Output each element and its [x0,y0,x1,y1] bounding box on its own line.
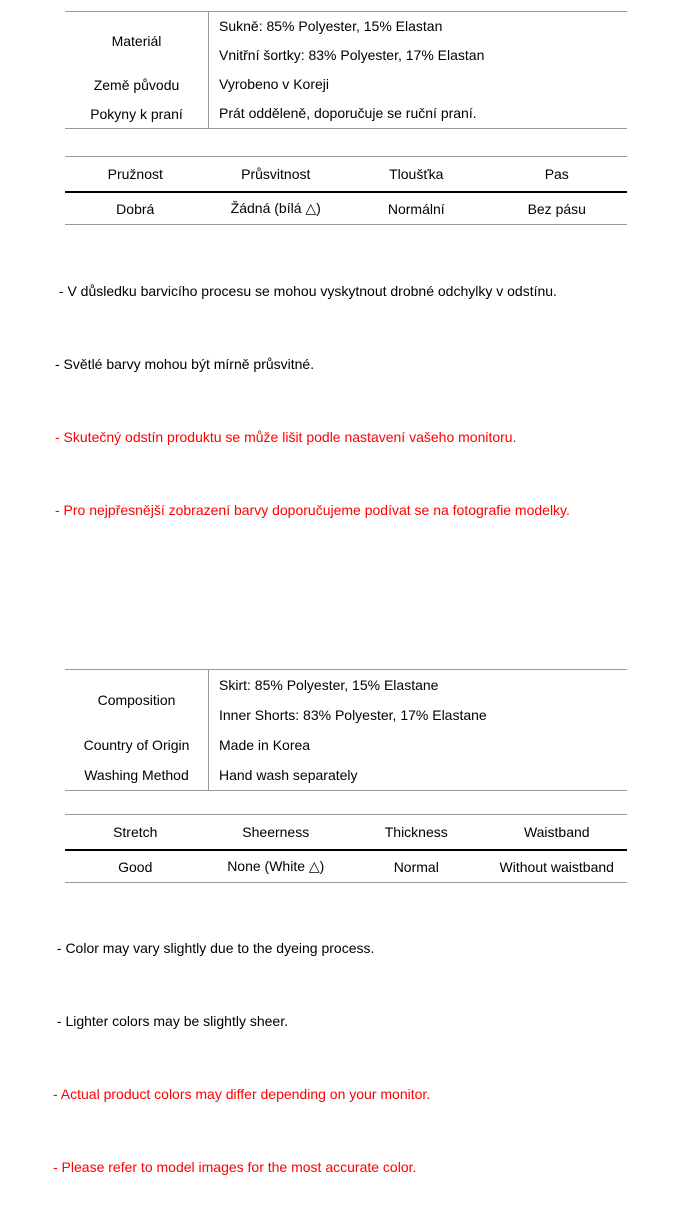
attr-header-thickness: Thickness [346,815,487,851]
spec-value-composition [209,670,628,731]
notes-czech [55,251,700,575]
attr-value-row [65,192,627,225]
spec-value-line: Vyrobeno v Koreji [219,76,329,92]
attr-value-thickness: Normální [387,200,445,217]
spec-value-washing [209,760,628,791]
attr-header-row [65,157,627,193]
spec-label-origin: Country of Origin [65,730,209,760]
attr-value-stretch: Dobrá [116,200,155,217]
attr-header-row [65,815,627,851]
spec-row-washing [65,760,627,791]
spec-row-washing [65,99,627,129]
attribute-table-english [65,814,627,883]
spec-value-material [209,12,628,71]
spec-label-composition: Composition [65,670,209,731]
spec-table-english [65,669,627,791]
note-line: - Actual product colors may differ depending on your monitor. [53,1086,431,1102]
spec-value-line: Hand wash separately [219,767,358,783]
note-line: - V důsledku barvicího procesu se mohou vyskytnout drobné odchylky v odstínu. [55,283,557,299]
spec-label-washing: Pokyny k praní [65,99,209,129]
spec-value-origin [209,730,628,760]
notes-english [53,908,700,1232]
attr-value-waistband: Without waistband [499,858,614,875]
spec-label-origin: Země původu [65,70,209,99]
section-english [0,669,700,1232]
attr-header-sheerness: Sheerness [206,815,347,851]
product-info-page [0,11,700,1175]
attr-value-waistband: Bez pásu [527,200,586,217]
attr-value-row [65,850,627,883]
attr-header-waistband: Pas [487,157,628,193]
spec-value-line: Vnitřní šortky: 83% Polyester, 17% Elastan [219,47,485,63]
attr-value-thickness: Normal [393,858,439,875]
spec-value-line: Inner Shorts: 83% Polyester, 17% Elastane [219,707,487,723]
note-line: - Světlé barvy mohou být mírně průsvitné. [55,356,315,372]
spec-row-origin [65,70,627,99]
note-line: - Color may vary slightly due to the dyeing process. [53,940,375,956]
note-line: - Lighter colors may be slightly sheer. [53,1013,288,1029]
spec-value-origin [209,70,628,99]
attr-header-waistband: Waistband [487,815,628,851]
spec-value-washing [209,99,628,129]
spec-value-line: Sukně: 85% Polyester, 15% Elastan [219,18,443,34]
spec-table-czech [65,11,627,129]
attribute-table-czech [65,156,627,225]
spec-row-composition [65,670,627,731]
spec-value-line: Skirt: 85% Polyester, 15% Elastane [219,677,439,693]
attr-value-sheerness: None (White △) [227,858,325,874]
section-czech [0,11,700,575]
spec-label-washing: Washing Method [65,760,209,791]
spec-value-line: Prát odděleně, doporučuje se ruční praní. [219,105,477,121]
attr-header-sheerness: Průsvitnost [206,157,347,193]
attr-value-stretch: Good [118,858,153,875]
spec-row-origin [65,730,627,760]
spec-label-material: Materiál [65,12,209,71]
attr-header-stretch: Pružnost [65,157,206,193]
attr-header-stretch: Stretch [65,815,206,851]
note-line: - Pro nejpřesnější zobrazení barvy doporučujeme podívat se na fotografie modelky. [55,502,570,518]
note-line: - Please refer to model images for the most accurate color. [53,1159,417,1175]
attr-header-thickness: Tloušťka [346,157,487,193]
note-line: - Skutečný odstín produktu se může lišit podle nastavení vašeho monitoru. [55,429,517,445]
spec-value-line: Made in Korea [219,737,311,753]
spec-row-material [65,12,627,71]
attr-value-sheerness: Žádná (bílá △) [230,200,321,216]
